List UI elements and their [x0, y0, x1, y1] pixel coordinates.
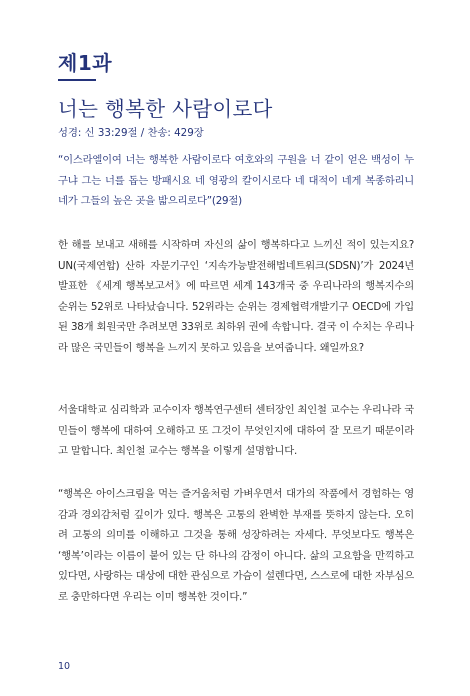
scripture-quote: “이스라엘이여 너는 행복한 사람이로다 여호와의 구원을 너 같이 얻은 백성이 누구냐 그는 너를 돕는 방패시요 네 영광의 칼이시로다 네 대적이 네게 복종하리니 네가 그들의 높은 곳을 밟으리로다”(29절) — [58, 154, 414, 207]
page-title: 너는 행복한 사람이로다 — [58, 97, 273, 121]
body-paragraph-1: 한 해를 보내고 새해를 시작하며 자신의 삶이 행복하다고 느끼신 적이 있는지요? UN(국제연합) 산하 자문기구인 ‘지속가능발전해법네트워크(SDSN)’가 2024년 발표한 《세계 행복보고서》에 따르면 세계 143개국 중 우리나라의 행복지수의 순위는 52위로 나타났습니다. 52위라는 순위는 경제협력개발기구 OECD에 가입된 38개 회원국만 추려보면 33위로 최하위 권에 속합니다. 결국 이 수치는 우리나라 많은 국민들이 행복을 느끼지 못하고 있음을 보여줍니다. 왜일까요? — [58, 239, 414, 354]
page-number: 10 — [58, 661, 71, 672]
lesson-number: 제1과 — [58, 51, 113, 75]
lesson-underline — [58, 79, 96, 81]
scripture-hymn-reference: 성경: 신 33:29절 / 찬송: 429장 — [58, 127, 204, 139]
body-paragraph-2: 서울대학교 심리학과 교수이자 행복연구센터 센터장인 최인철 교수는 우리나라 국민들이 행복에 대하여 오해하고 또 그것이 무엇인지에 대하여 잘 모르기 때문이라고 말합니다. 최인철 교수는 행복을 이렇게 설명합니다. — [58, 404, 414, 457]
body-paragraph-3: “행복은 아이스크림을 먹는 즐거움처럼 가벼우면서 대가의 작품에서 경험하는 영감과 경외감처럼 깊이가 있다. 행복은 고통의 완벽한 부재를 뜻하지 않는다. 오히려 고통의 의미를 이해하고 그것을 통해 성장하려는 자세다. 무엇보다도 행복은 ‘행복’이라는 이름이 붙어 있는 단 하나의 감정이 아니다. 삶의 고요함을 만끽하고 있다면, 사랑하는 대상에 대한 관심으로 가슴이 설렌다면, 스스로에 대한 자부심으로 충만하다면 우리는 이미 행복한 것이다.” — [58, 488, 414, 603]
